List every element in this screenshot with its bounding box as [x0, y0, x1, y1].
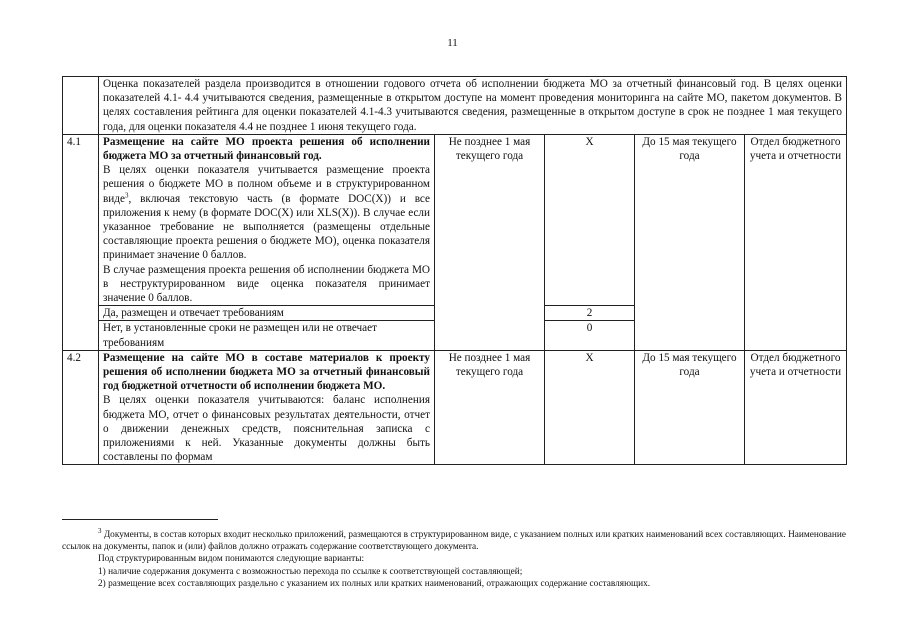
item-text: В целях оценки показателя учитываются: баланс исполнения бюджета МО, отчет о финансовых результатах деятельности, отчет о движении денежных средств, пояснительная записка с приложениями к ней. Указанные документы должны быть составлены по формам [103, 394, 430, 464]
score-cell: X [545, 350, 635, 465]
page-number: 11 [447, 37, 458, 49]
table-row [63, 134, 847, 305]
item-number: 4.2 [63, 350, 99, 465]
item-number: 4.1 [63, 134, 99, 350]
footnote-text: Документы, в состав которых входит несколько приложений, размещаются в структурированном виде, с указанием полных или кратких наименований всех составляющих. Наименование ссылок на документы, папок и (или) файлов должно отражать содержание соответствующего документа. [62, 530, 846, 553]
item-title: Размещение на сайте МО проекта решения об исполнении бюджета МО за отчетный финансовый год. [103, 135, 430, 163]
item-description [99, 350, 435, 465]
option-score: 2 [545, 306, 635, 321]
deadline-cell: Не позднее 1 мая текущего года [435, 350, 545, 465]
intro-row [63, 77, 847, 135]
deadline-cell: Не позднее 1 мая текущего года [435, 134, 545, 350]
section-intro: Оценка показателей раздела производится в отношении годового отчета об исполнении бюджета МО за отчетный финансовый год. В целях оценки показателей 4.1- 4.4 учитываются сведения, размещенные в открытом доступе на момент проведения мониторинга на сайте МО, пакетом документов. В целях составления рейтинга для оценки показателей 4.1-4.3 учитываются сведения, размещенные в открытом доступе в срок не позднее 1 мая текущего года, для оценки показателя 4.4 не позднее 1 июня текущего года. [99, 77, 847, 135]
footnotes [62, 526, 846, 590]
footnote-structured-intro: Под структурированным видом понимаются следующие варианты: [98, 554, 365, 565]
item-text: В случае размещения проекта решения об исполнении бюджета МО в неструктурированном виде оценка показателя принимает значение 0 баллов. [103, 263, 430, 305]
footnote [62, 526, 846, 553]
score-cell: X [545, 134, 635, 305]
option-label: Да, размещен и отвечает требованиям [99, 306, 435, 321]
option-score: 0 [545, 321, 635, 350]
footnote-marker: 3 [98, 526, 102, 535]
footnote-variant-1: 1) наличие содержания документа с возможностью перехода по ссылке к соответствующей составляющей; [98, 566, 523, 577]
intro-empty-cell [63, 77, 99, 135]
period-cell: До 15 мая текущего года [635, 350, 745, 465]
responsible-cell: Отдел бюджетного учета и отчетности [745, 350, 847, 465]
footnote-variant-2: 2) размещение всех составляющих раздельно с указанием их полных или кратких наименований, отражающих содержание составляющих. [98, 578, 651, 589]
indicators-table [62, 76, 847, 465]
item-title: Размещение на сайте МО в составе материалов к проекту решения об исполнении бюджета МО за отчетный финансовый год бюджетной отчетности об исполнении бюджета МО. [103, 351, 430, 393]
footnote-divider [62, 519, 218, 520]
footnote-ref: 3 [124, 190, 129, 199]
table-row [63, 350, 847, 465]
option-label: Нет, в установленные сроки не размещен или не отвечает требованиям [99, 321, 435, 350]
responsible-cell: Отдел бюджетного учета и отчетности [745, 134, 847, 350]
item-text: , включая текстовую часть (в формате DOC(X)) и все приложения к нему (в формате DOC(X) или XLS(X)). В случае если указанное требование не выполняется (размещены отдельные составляющие проекта решения о бюджете МО), оценка показателя принимает значение 0 баллов. [103, 192, 430, 262]
item-text: В целях оценки показателя учитывается размещение проекта решения о бюджете МО в полном объеме и в структурированном виде [103, 164, 430, 205]
item-description [99, 134, 435, 305]
period-cell: До 15 мая текущего года [635, 134, 745, 350]
